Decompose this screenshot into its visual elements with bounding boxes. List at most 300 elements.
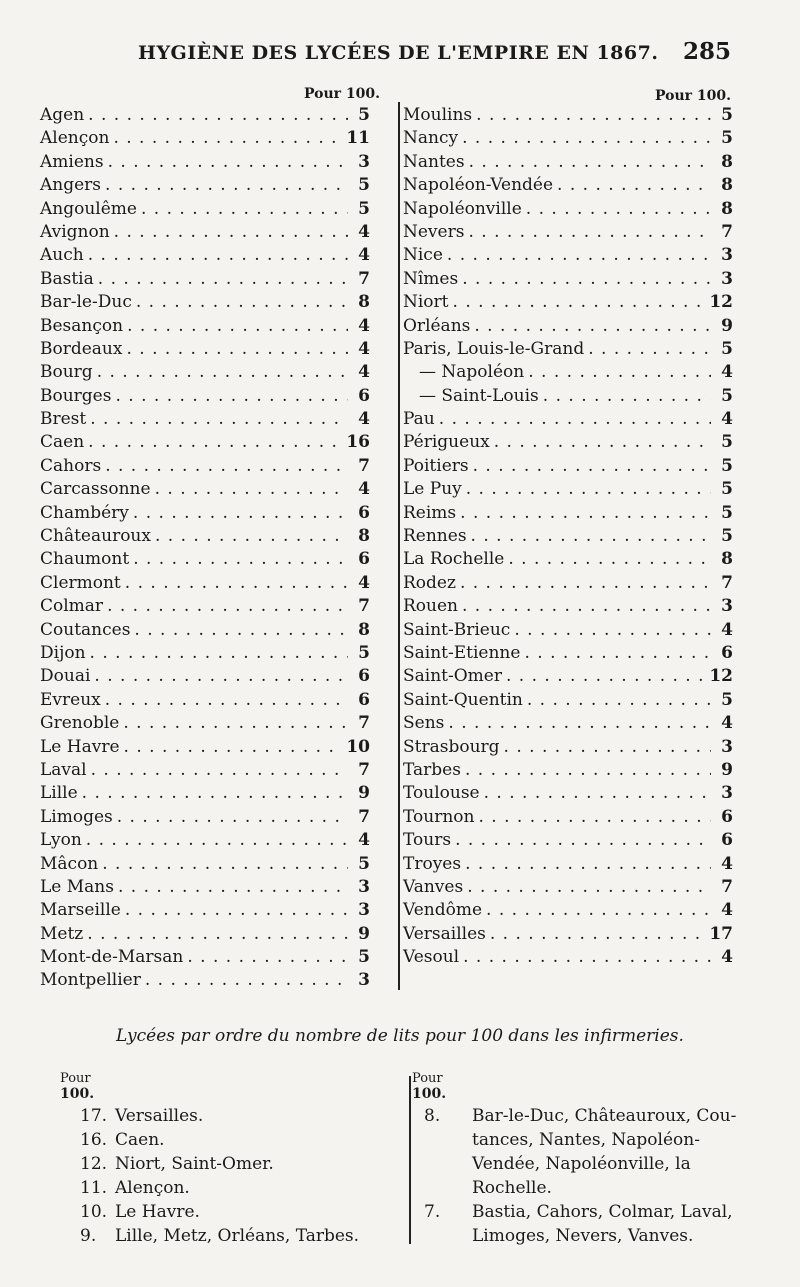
lycee-name: Clermont <box>40 572 121 593</box>
bed-ratio-value: 7 <box>721 572 733 593</box>
dot-leader <box>508 548 711 571</box>
ranking-lycees: Vendée, Napoléonville, la <box>472 1154 691 1174</box>
table-row <box>40 315 370 338</box>
table-row <box>40 853 370 876</box>
table-row <box>403 127 733 150</box>
lycee-name: Bar-le-Duc <box>40 292 132 313</box>
dot-leader <box>107 595 348 618</box>
running-title: HYGIÈNE DES LYCÉES DE L'EMPIRE EN 1867. <box>138 42 659 64</box>
lycee-name: Metz <box>40 923 84 944</box>
table-row <box>403 876 733 899</box>
bed-ratio-value: 6 <box>358 666 370 687</box>
table-row <box>40 385 370 408</box>
table-row <box>40 104 370 127</box>
dot-leader <box>87 923 348 946</box>
ranking-number: 17. <box>80 1106 108 1126</box>
table-row <box>40 268 370 291</box>
dot-leader <box>115 385 348 408</box>
dot-leader <box>82 782 348 805</box>
ranking-row <box>60 1128 400 1152</box>
bed-ratio-value: 3 <box>721 596 733 617</box>
dot-leader <box>91 759 348 782</box>
bed-ratio-value: 8 <box>358 292 370 313</box>
table-row <box>40 619 370 642</box>
dot-leader <box>466 478 711 501</box>
lycee-name: Sens <box>403 713 445 734</box>
dot-leader <box>588 338 711 361</box>
dot-leader <box>514 619 711 642</box>
bed-ratio-value: 8 <box>358 526 370 547</box>
ranking-lycees: Le Havre. <box>115 1202 200 1222</box>
dot-leader <box>134 619 348 642</box>
dot-leader <box>486 899 711 922</box>
bed-ratio-value: 7 <box>358 596 370 617</box>
lycee-name: Bastia <box>40 268 94 289</box>
bed-ratio-value: 10 <box>346 736 370 757</box>
lycee-name: — Napoléon <box>419 362 525 383</box>
lycee-name: Reims <box>403 502 457 523</box>
table-row <box>403 853 733 876</box>
lycee-name: Tournon <box>403 806 475 827</box>
bed-ratio-value: 6 <box>358 385 370 406</box>
ranking-lycees: Bar-le-Duc, Châteauroux, Cou- <box>472 1106 737 1126</box>
lycee-name: Limoges <box>40 806 113 827</box>
bed-ratio-value: 4 <box>721 853 733 874</box>
table-row <box>403 665 733 688</box>
bed-ratio-value: 3 <box>358 151 370 172</box>
bed-ratio-value: 5 <box>721 689 733 710</box>
lycee-name: Caen <box>40 432 85 453</box>
dot-leader <box>90 408 348 431</box>
table-right-column <box>403 104 733 969</box>
lycee-name: Niort <box>403 292 449 313</box>
bed-ratio-value: 7 <box>358 455 370 476</box>
lycee-name: Orléans <box>403 315 471 336</box>
table-row <box>40 548 370 571</box>
dot-leader <box>105 174 348 197</box>
table-row <box>40 923 370 946</box>
table-row <box>403 221 733 244</box>
table-row <box>403 923 733 946</box>
bed-ratio-value: 5 <box>721 455 733 476</box>
dot-leader <box>543 385 711 408</box>
lycee-name: Versailles <box>403 923 486 944</box>
bed-ratio-value: 7 <box>358 713 370 734</box>
dot-leader <box>105 455 348 478</box>
table-row <box>403 619 733 642</box>
table-row <box>40 478 370 501</box>
dot-leader <box>462 127 711 150</box>
bed-ratio-value: 4 <box>358 409 370 430</box>
table-row <box>40 572 370 595</box>
dot-leader <box>136 291 348 314</box>
lycee-name: Brest <box>40 409 87 430</box>
dot-leader <box>494 431 711 454</box>
table-row <box>40 338 370 361</box>
lycee-name: Agen <box>40 105 85 125</box>
lycee-name: Lyon <box>40 830 82 851</box>
page-number: 285 <box>682 38 731 65</box>
ranking-number: 8. <box>424 1106 441 1126</box>
table-row <box>40 174 370 197</box>
table-row <box>403 408 733 431</box>
bed-ratio-value: 5 <box>358 642 370 663</box>
bed-ratio-value: 4 <box>721 947 733 968</box>
bed-ratio-value: 8 <box>721 175 733 196</box>
lycee-name: Alençon <box>40 128 110 149</box>
ranking-row <box>412 1200 760 1224</box>
lycee-name: Napoléon-Vendée <box>403 175 554 196</box>
bed-ratio-value: 7 <box>721 221 733 242</box>
lycee-name: Tours <box>403 830 452 851</box>
bed-ratio-value: 5 <box>721 338 733 359</box>
table-row <box>403 268 733 291</box>
lycee-name: Nevers <box>403 221 465 242</box>
dot-leader <box>145 969 348 992</box>
bed-ratio-value: 5 <box>358 105 370 125</box>
bed-ratio-value: 6 <box>358 502 370 523</box>
dot-leader <box>133 548 348 571</box>
bed-ratio-value: 4 <box>358 221 370 242</box>
bed-ratio-value: 6 <box>721 642 733 663</box>
bed-ratio-value: 6 <box>721 830 733 851</box>
table-row <box>40 502 370 525</box>
bed-ratio-value: 4 <box>358 830 370 851</box>
ranking-row <box>412 1152 760 1176</box>
dot-leader <box>465 853 711 876</box>
bed-ratio-value: 4 <box>721 900 733 921</box>
table-row <box>403 338 733 361</box>
ranking-row <box>412 1104 760 1128</box>
bed-ratio-value: 5 <box>721 502 733 523</box>
dot-leader <box>524 642 711 665</box>
lycee-name: Angoulême <box>40 198 137 219</box>
lycee-name: Le Havre <box>40 736 120 757</box>
bed-ratio-value: 4 <box>358 572 370 593</box>
dot-leader <box>90 642 348 665</box>
bed-ratio-value: 6 <box>358 549 370 570</box>
lycee-name: Dijon <box>40 642 86 663</box>
dot-leader <box>155 478 348 501</box>
table-row <box>40 899 370 922</box>
ranking-header-top: Pour <box>60 1071 91 1086</box>
dot-leader <box>504 736 711 759</box>
bed-ratio-value: 7 <box>358 806 370 827</box>
table-row <box>403 782 733 805</box>
ranking-row <box>60 1176 400 1200</box>
lycee-name: Cahors <box>40 455 102 476</box>
ranking-row <box>60 1152 400 1176</box>
bed-ratio-value: 12 <box>709 666 733 687</box>
bed-ratio-value: 4 <box>721 619 733 640</box>
table-row <box>403 174 733 197</box>
dot-leader <box>108 151 348 174</box>
table-row <box>40 806 370 829</box>
bed-ratio-value: 5 <box>721 526 733 547</box>
ranking-lycees: Bastia, Cahors, Colmar, Laval, <box>472 1202 733 1222</box>
lycee-name: Bordeaux <box>40 338 123 359</box>
ranking-number <box>412 1152 472 1176</box>
lycee-name: Chambéry <box>40 502 129 523</box>
dot-leader <box>462 595 711 618</box>
bed-ratio-value: 16 <box>346 432 370 453</box>
lycee-name: Rodez <box>403 572 456 593</box>
table-row <box>403 361 733 384</box>
table-row <box>403 548 733 571</box>
lycee-name: Nancy <box>403 128 459 149</box>
bed-ratio-value: 5 <box>358 853 370 874</box>
ranking-row <box>412 1128 760 1152</box>
table-row <box>403 151 733 174</box>
unit-label-left: Pour 100. <box>304 86 381 102</box>
table-row <box>40 408 370 431</box>
ranking-lycees: Alençon. <box>115 1178 190 1198</box>
bed-ratio-value: 8 <box>721 549 733 570</box>
table-row <box>403 244 733 267</box>
ranking-lycees: Rochelle. <box>472 1178 552 1198</box>
table-row <box>403 104 733 127</box>
dot-leader <box>471 525 711 548</box>
dot-leader <box>98 268 348 291</box>
dot-leader <box>133 502 348 525</box>
dot-leader <box>506 665 705 688</box>
ranking-number: 12. <box>80 1154 108 1174</box>
dot-leader <box>468 221 711 244</box>
ranking-lycees: Caen. <box>115 1130 165 1150</box>
lycee-name: Le Puy <box>403 479 462 500</box>
table-row <box>403 455 733 478</box>
table-left-column <box>40 104 370 993</box>
lycee-name: Saint-Omer <box>403 666 502 687</box>
dot-leader <box>528 361 711 384</box>
dot-leader <box>460 572 711 595</box>
dot-leader <box>465 759 711 782</box>
dot-leader <box>155 525 348 548</box>
lycee-name: La Rochelle <box>403 549 505 570</box>
bed-ratio-value: 4 <box>358 245 370 266</box>
lycee-name: Grenoble <box>40 713 120 734</box>
unit-label-right: Pour 100. <box>655 88 732 104</box>
ranking-number: 10. <box>80 1202 108 1222</box>
lycee-name: Vendôme <box>403 900 483 921</box>
bed-ratio-value: 11 <box>346 128 370 149</box>
ranking-divider <box>409 1076 411 1244</box>
bed-ratio-value: 8 <box>721 198 733 219</box>
table-row <box>40 244 370 267</box>
dot-leader <box>526 198 711 221</box>
lycee-name: Périgueux <box>403 432 490 453</box>
dot-leader <box>469 151 711 174</box>
lycee-name: Colmar <box>40 596 104 617</box>
dot-leader <box>102 853 348 876</box>
bed-ratio-value: 5 <box>721 385 733 406</box>
lycee-name: Douai <box>40 666 91 687</box>
lycee-name: Carcassonne <box>40 479 151 500</box>
bed-ratio-value: 5 <box>358 947 370 968</box>
bed-ratio-value: 9 <box>721 759 733 780</box>
table-row <box>40 736 370 759</box>
dot-leader <box>447 244 711 267</box>
table-row <box>40 689 370 712</box>
table-row <box>403 572 733 595</box>
bed-ratio-value: 9 <box>721 315 733 336</box>
table-row <box>40 876 370 899</box>
lycee-name: Avignon <box>40 221 110 242</box>
bed-ratio-value: 17 <box>709 923 733 944</box>
table-row <box>403 431 733 454</box>
table-row <box>40 127 370 150</box>
lycee-name: Pau <box>403 409 435 430</box>
dot-leader <box>484 782 711 805</box>
dot-leader <box>460 502 711 525</box>
lycee-name: Bourges <box>40 385 112 406</box>
dot-leader <box>88 431 342 454</box>
lycee-name: Nantes <box>403 151 465 172</box>
table-row <box>403 689 733 712</box>
lycee-name: Poitiers <box>403 455 469 476</box>
lycee-name: Lille <box>40 783 78 804</box>
dot-leader <box>467 876 711 899</box>
lycee-name: Rennes <box>403 526 467 547</box>
bed-ratio-value: 4 <box>358 362 370 383</box>
table-row <box>40 782 370 805</box>
table-row <box>403 291 733 314</box>
lycee-name: — Saint-Louis <box>419 385 539 406</box>
ranking-lycees: Niort, Saint-Omer. <box>115 1154 274 1174</box>
column-divider <box>398 102 400 990</box>
bed-ratio-value: 3 <box>358 900 370 921</box>
bed-ratio-value: 3 <box>721 736 733 757</box>
bed-ratio-value: 9 <box>358 783 370 804</box>
lycee-name: Mont-de-Marsan <box>40 947 184 968</box>
dot-leader <box>527 689 711 712</box>
bed-ratio-value: 4 <box>358 338 370 359</box>
table-row <box>403 899 733 922</box>
ranking-row <box>412 1176 760 1200</box>
ranking-header-bottom: 100. <box>60 1086 95 1102</box>
dot-leader <box>462 268 711 291</box>
table-row <box>403 315 733 338</box>
dot-leader <box>124 736 343 759</box>
lycee-name: Evreux <box>40 689 101 710</box>
bed-ratio-value: 5 <box>721 105 733 125</box>
lycee-name: Montpellier <box>40 970 141 991</box>
ranking-number <box>412 1176 472 1200</box>
ranking-lycees: Limoges, Nevers, Vanves. <box>472 1226 694 1246</box>
ranking-number: 7. <box>424 1202 441 1222</box>
bed-ratio-value: 6 <box>358 689 370 710</box>
table-row <box>40 525 370 548</box>
table-row <box>403 478 733 501</box>
lycee-name: Coutances <box>40 619 131 640</box>
bed-ratio-value: 6 <box>721 806 733 827</box>
lycee-name: Châteauroux <box>40 526 151 547</box>
dot-leader <box>125 899 348 922</box>
lycee-name: Toulouse <box>403 783 480 804</box>
lycee-name: Strasbourg <box>403 736 500 757</box>
dot-leader <box>86 829 348 852</box>
table-row <box>403 642 733 665</box>
section-caption: Lycées par ordre du nombre de lits pour 100 dans les infirmeries. <box>116 1026 684 1046</box>
lycee-name: Mâcon <box>40 853 99 874</box>
bed-ratio-value: 8 <box>721 151 733 172</box>
lycee-name: Nîmes <box>403 268 459 289</box>
table-row <box>40 431 370 454</box>
lycee-name: Saint-Quentin <box>403 689 523 710</box>
bed-ratio-value: 5 <box>358 175 370 196</box>
table-row <box>40 665 370 688</box>
bed-ratio-value: 4 <box>721 409 733 430</box>
table-row <box>403 712 733 735</box>
table-row <box>40 455 370 478</box>
table-row <box>40 291 370 314</box>
bed-ratio-value: 9 <box>358 923 370 944</box>
ranking-number: 9. <box>80 1226 97 1246</box>
bed-ratio-value: 3 <box>358 970 370 991</box>
table-row <box>403 946 733 969</box>
lycee-name: Amiens <box>40 151 104 172</box>
ranking-number: 16. <box>80 1130 108 1150</box>
lycee-name: Bourg <box>40 362 93 383</box>
table-row <box>403 525 733 548</box>
dot-leader <box>94 665 348 688</box>
bed-ratio-value: 5 <box>721 432 733 453</box>
table-row <box>40 221 370 244</box>
lycee-name: Napoléonville <box>403 198 522 219</box>
dot-leader <box>141 198 348 221</box>
ranking-header-bottom: 100. <box>412 1086 447 1102</box>
bed-ratio-value: 3 <box>358 876 370 897</box>
table-row <box>40 361 370 384</box>
lycee-name: Paris, Louis-le-Grand <box>403 338 585 359</box>
table-row <box>403 595 733 618</box>
bed-ratio-value: 7 <box>358 268 370 289</box>
dot-leader <box>187 946 348 969</box>
lycee-name: Nice <box>403 245 443 266</box>
bed-ratio-value: 3 <box>721 783 733 804</box>
table-row <box>40 759 370 782</box>
lycee-name: Le Mans <box>40 876 114 897</box>
ranking-number: 11. <box>80 1178 108 1198</box>
dot-leader <box>126 338 348 361</box>
ranking-lycees: Lille, Metz, Orléans, Tarbes. <box>115 1226 360 1246</box>
ranking-number <box>412 1224 472 1248</box>
lycee-name: Vesoul <box>403 947 460 968</box>
lycee-name: Laval <box>40 759 87 780</box>
dot-leader <box>118 876 348 899</box>
bed-ratio-value: 5 <box>358 198 370 219</box>
dot-leader <box>125 572 348 595</box>
table-row <box>40 595 370 618</box>
dot-leader <box>463 946 711 969</box>
dot-leader <box>478 806 711 829</box>
table-row <box>40 198 370 221</box>
table-row <box>40 969 370 992</box>
dot-leader <box>439 408 711 431</box>
bed-ratio-value: 4 <box>721 713 733 734</box>
bed-ratio-value: 8 <box>358 619 370 640</box>
bed-ratio-value: 3 <box>721 268 733 289</box>
ranking-row <box>60 1224 400 1248</box>
dot-leader <box>473 455 711 478</box>
ranking-row <box>412 1224 760 1248</box>
bed-ratio-value: 3 <box>721 245 733 266</box>
ranking-right-column <box>412 1072 760 1248</box>
ranking-lycees: Versailles. <box>115 1106 204 1126</box>
ranking-number <box>412 1128 472 1152</box>
lycee-name: Troyes <box>403 853 462 874</box>
table-row <box>40 712 370 735</box>
